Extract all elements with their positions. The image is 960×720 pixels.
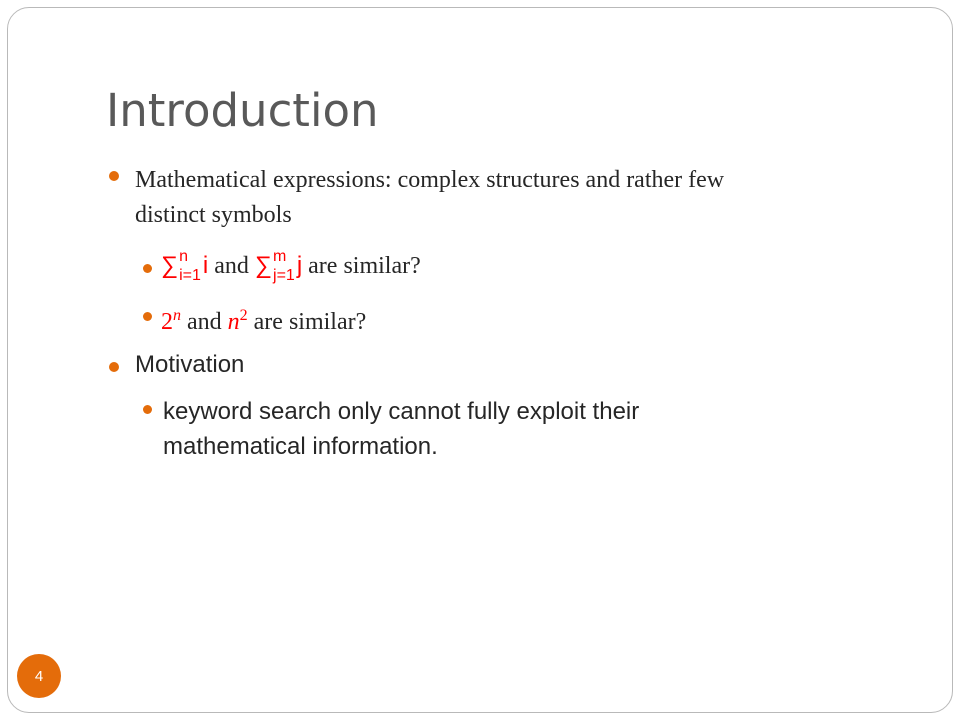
sum-symbol-2: ∑ — [254, 252, 273, 279]
power-base-1: 2 — [161, 309, 173, 335]
sum-var-1: i — [202, 252, 209, 279]
similar-text: are similar? — [308, 253, 421, 279]
sum-lower-2: j=1 — [273, 267, 295, 285]
bullet-line: Mathematical expressions: complex structures and rather few — [135, 167, 725, 193]
and-text: and — [214, 253, 249, 279]
sum-lower-1: i=1 — [179, 267, 201, 285]
sub-bullet-marker — [143, 405, 152, 414]
sum-var-2: j — [296, 252, 303, 279]
page-number-badge: 4 — [17, 654, 61, 698]
sub-bullet-marker — [143, 264, 152, 273]
sub-bullet-power-similar — [161, 298, 366, 340]
bullet-text-math-expressions — [135, 163, 724, 233]
similar-text: are similar? — [253, 309, 367, 335]
power-exp-2: 2 — [239, 307, 248, 324]
sum-limits-2 — [273, 248, 295, 285]
sub-bullet-marker — [143, 312, 152, 321]
power-exp-1: n — [173, 307, 181, 324]
power-base-2: n — [227, 309, 240, 335]
and-text: and — [187, 309, 222, 335]
sub-bullet-keyword-search — [163, 394, 639, 464]
slide-title: Introduction — [106, 84, 379, 137]
sum-limits-1 — [179, 248, 201, 285]
bullet-line: distinct symbols — [135, 202, 292, 228]
bullet-line: keyword search only cannot fully exploit their — [163, 398, 640, 425]
sum-symbol-1: ∑ — [161, 252, 179, 279]
bullet-text-motivation: Motivation — [135, 351, 245, 378]
sum-upper-1: n — [179, 248, 189, 266]
sum-upper-2: m — [273, 248, 287, 266]
bullet-line: mathematical information. — [163, 433, 438, 460]
bullet-marker — [109, 362, 119, 372]
bullet-marker — [109, 171, 119, 181]
sub-bullet-sum-similar — [161, 248, 421, 284]
